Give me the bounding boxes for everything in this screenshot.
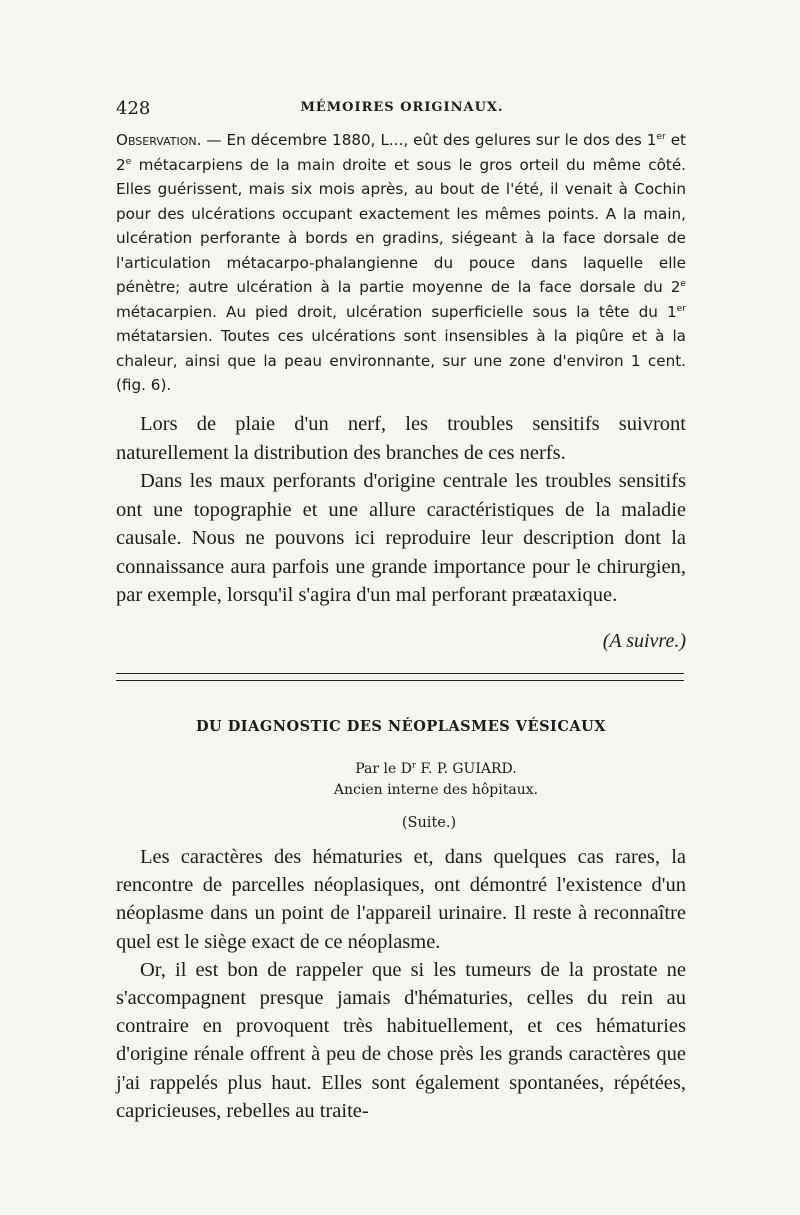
observation-dash: — xyxy=(201,131,227,149)
observation-label: Observation. xyxy=(116,131,202,149)
observation-text: et 2 xyxy=(116,131,686,174)
superscript: e xyxy=(125,156,132,167)
running-title: MÉMOIRES ORIGINAUX. xyxy=(300,100,504,115)
observation-text: métatarsien. Toutes ces ulcérations sont insensibles à la piqûre et à la chaleur, ainsi que la peau environnante, sur une zone d'environ 1 cent. (fig. 6). xyxy=(116,327,686,394)
article-body xyxy=(116,843,686,1125)
observation-text: métacarpiens de la main droite et sous le gros orteil du même côté. Elles guérissent, mais six mois après, au bout de l'été, il venait à Cochin pour des ulcérations occupant exactement les mêmes points. A la main, ulcération perforante à bords en gradins, siégeant à la face dorsale de l'articulation métacarpo-phalangienne du pouce dans laquelle elle pénètre; autre ulcération à la partie moyenne de la face dorsale du 2 xyxy=(116,155,686,296)
author-name: F. P. GUIARD. xyxy=(416,761,517,777)
superscript: r xyxy=(411,759,416,770)
paragraph: Or, il est bon de rappeler que si les tumeurs de la prostate ne s'accompagnent presque jamais d'hématuries, celles du rein au contraire en provoquent très habituellement, et ces hématuries d'origine rénale offrent à peu de chose près les grands caractères que j'ai rappelés plus haut. Elles sont également spontanées, répétées, capricieuses, rebelles au traite- xyxy=(116,958,686,1122)
author-line xyxy=(186,759,686,780)
paragraph: Lors de plaie d'un nerf, les troubles sensitifs suivront naturellement la distribution des branches de ces nerfs. xyxy=(116,413,686,464)
observation-paragraph xyxy=(116,128,686,398)
paragraph: Les caractères des hématuries et, dans quelques cas rares, la rencontre de parcelles néoplasiques, ont démontré l'existence d'un néoplasme dans un point de l'appareil urinaire. Il reste à reconnaître quel est le siège exact de ce néoplasme. xyxy=(116,846,686,953)
author-role: Ancien interne des hôpitaux. xyxy=(333,782,539,798)
paragraph: Dans les maux perforants d'origine centrale les troubles sensitifs ont une topographie et une allure caractéristiques de la maladie causale. Nous ne pouvons ici reproduire leur description dont la connaissance aura parfois une grande importance pour le chirurgien, par exemple, lorsqu'il s'agira d'un mal perforant præataxique. xyxy=(116,470,686,606)
a-suivre-note: (A suivre.) xyxy=(602,630,686,652)
section-divider-top xyxy=(116,673,684,674)
body-text-section-1 xyxy=(116,410,686,610)
superscript: er xyxy=(676,303,686,314)
superscript: e xyxy=(680,278,686,289)
author-prefix: Par le D xyxy=(355,761,412,777)
article-title: DU DIAGNOSTIC DES NÉOPLASMES VÉSICAUX xyxy=(195,718,607,735)
suite-label: (Suite.) xyxy=(401,815,457,831)
article-byline xyxy=(116,759,686,801)
observation-text: En décembre 1880, L..., eût des gelures sur le dos des 1 xyxy=(226,131,657,149)
observation-block xyxy=(116,128,686,398)
observation-text: métacarpien. Au pied droit, ulcération superficielle sous la tête du 1 xyxy=(116,302,677,321)
section-divider-bottom xyxy=(116,680,684,681)
superscript: er xyxy=(656,131,666,142)
page-number: 428 xyxy=(116,98,151,119)
page-header xyxy=(116,98,688,122)
